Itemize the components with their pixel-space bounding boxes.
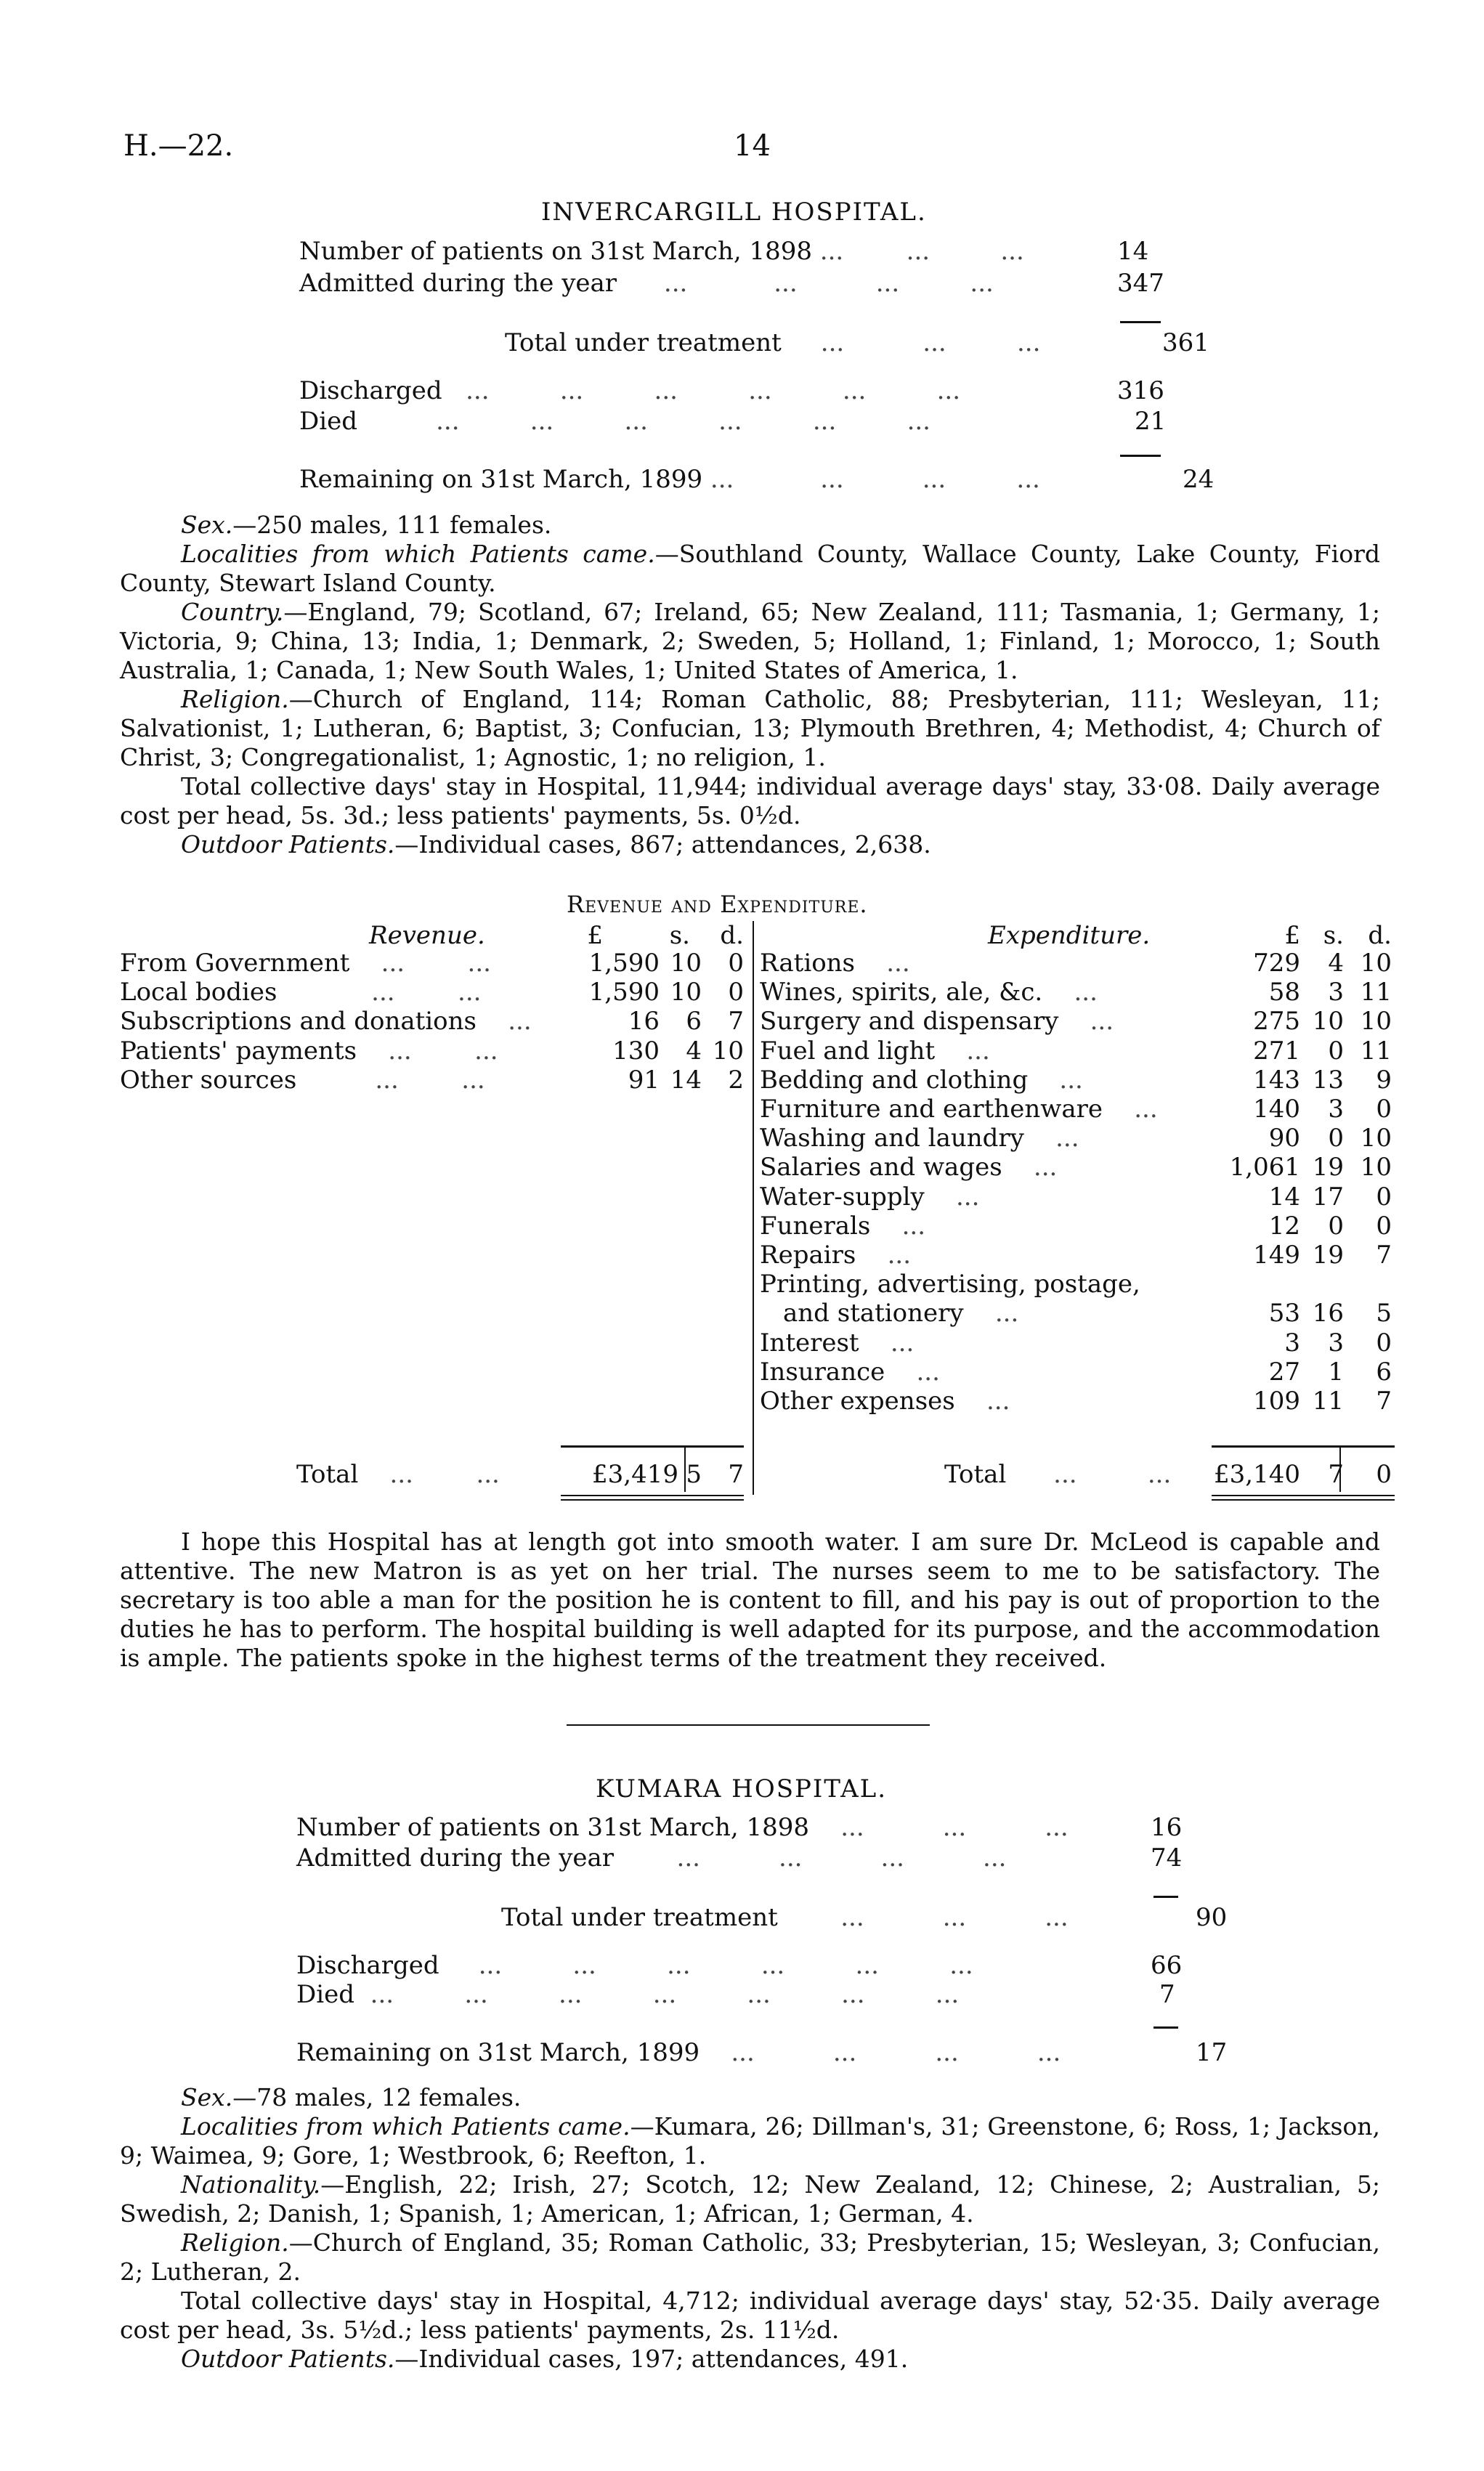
- comment-text: I hope this Hospital has at length got into smooth water. I am sure Dr. McLeod is capable and attentive. The new Matron is as yet on her trial. The nurses seem to me to be satisfactory. The secretary is too able a man for the position he is content to fill, and his pay is out of proportion to the duties he has to perform. The hospital building is well adapted for its purpose, and the accommodation is ample. The patients spoke in the highest terms of the treatment they received.: [120, 1527, 1380, 1672]
- stat-value: 16: [1151, 1813, 1183, 1842]
- section-divider: [567, 1724, 930, 1726]
- stat-label: Remaining on 31st March, 1899: [299, 465, 703, 494]
- revenue-row-label: Subscriptions and donations ...: [120, 1007, 532, 1036]
- stat-label: Discharged: [299, 376, 442, 405]
- revenue-pence: 0: [728, 949, 744, 978]
- invercargill-details: [120, 511, 1380, 859]
- expenditure-row-label: Washing and laundry ...: [760, 1124, 1079, 1153]
- expenditure-total-pence: 0: [1376, 1460, 1392, 1489]
- nationality-text: —English, 22; Irish, 27; Scotch, 12; New Zealand, 12; Chinese, 2; Australian, 5; Swedish, 2; Danish, 1; Spanish, 1; American, 1; African, 1; German, 4.: [120, 2170, 1380, 2228]
- revenue-total-label: Total ... ...: [296, 1460, 500, 1489]
- expenditure-pence: 0: [1376, 1328, 1392, 1358]
- expenditure-pounds: 143: [1253, 1065, 1300, 1095]
- expenditure-pounds: 109: [1253, 1387, 1300, 1416]
- expenditure-shillings: 4: [1328, 949, 1344, 978]
- localities-text: —Southland County, Wallace County, Lake County, Fiord County, Stewart Island County.: [120, 540, 1381, 597]
- page-reference: H.—22.: [123, 129, 234, 163]
- stat-value: 7: [1159, 1980, 1175, 2009]
- stat-label: Total under treatment: [501, 1903, 778, 1932]
- outdoor-label: Outdoor Patients.: [181, 2345, 395, 2373]
- stat-label: Admitted during the year: [296, 1843, 615, 1872]
- revenue-shillings: 10: [670, 949, 702, 978]
- expenditure-pounds: 275: [1253, 1007, 1300, 1036]
- revenue-pounds: 16: [628, 1007, 660, 1036]
- sex-label: Sex.: [181, 511, 233, 539]
- stat-label: Admitted during the year: [299, 269, 617, 298]
- stat-value: 14: [1117, 237, 1149, 266]
- stat-total: 90: [1196, 1903, 1228, 1932]
- revenue-pounds: 91: [628, 1065, 660, 1095]
- expenditure-shillings: 0: [1328, 1036, 1344, 1066]
- stat-value: 21: [1135, 407, 1167, 436]
- page-number: 14: [734, 129, 771, 163]
- religion-label: Religion.: [181, 685, 289, 713]
- stat-label: Died: [296, 1980, 355, 2009]
- revenue-pounds: 130: [612, 1036, 660, 1066]
- expenditure-shillings: 0: [1328, 1124, 1344, 1153]
- expenditure-shillings: 16: [1312, 1299, 1344, 1328]
- stat-value: 347: [1117, 269, 1164, 298]
- stat-value: 316: [1117, 376, 1164, 405]
- expenditure-total-pounds: £3,140: [1214, 1460, 1300, 1489]
- expenditure-row-label: Other expenses ...: [760, 1387, 1010, 1416]
- expenditure-pounds: 90: [1268, 1124, 1300, 1153]
- stat-remaining: 17: [1196, 2038, 1228, 2067]
- revenue-pence: 7: [728, 1007, 744, 1036]
- stat-value: 74: [1151, 1843, 1183, 1872]
- expenditure-shillings: 10: [1312, 1007, 1344, 1036]
- expenditure-pounds: 14: [1268, 1182, 1300, 1212]
- religion-text: —Church of England, 35; Roman Catholic, 33; Presbyterian, 15; Wesleyan, 3; Confucian, 2; Lutheran, 2.: [120, 2228, 1380, 2286]
- expenditure-head: Expenditure.: [988, 921, 1151, 950]
- stat-label: Number of patients on 31st March, 1898: [299, 237, 812, 266]
- stat-value: 66: [1151, 1951, 1183, 1980]
- expenditure-row-label: and stationery ...: [783, 1299, 1019, 1328]
- stat-label: Number of patients on 31st March, 1898: [296, 1813, 809, 1842]
- col-pounds: £: [1284, 921, 1300, 950]
- revenue-pence: 10: [712, 1036, 744, 1066]
- expenditure-pence: 6: [1376, 1357, 1392, 1387]
- stat-total: 361: [1162, 328, 1209, 357]
- localities-label: Localities from which Patients came.: [181, 540, 655, 568]
- expenditure-row-label: Printing, advertising, postage,: [760, 1270, 1140, 1299]
- localities-label: Localities from which Patients came.: [181, 2112, 631, 2141]
- expenditure-row-label: Salaries and wages ...: [760, 1153, 1058, 1182]
- expenditure-pounds: 149: [1253, 1241, 1300, 1270]
- expenditure-shillings: 19: [1312, 1153, 1344, 1182]
- revenue-row-label: Other sources ... ...: [120, 1065, 485, 1095]
- localities-text: —Kumara, 26; Dillman's, 31; Greenstone, 6; Ross, 1; Jackson, 9; Waimea, 9; Gore, 1; Westbrook, 6; Reefton, 1.: [120, 2112, 1380, 2170]
- revenue-pounds: 1,590: [588, 949, 660, 978]
- expenditure-pence: 5: [1376, 1299, 1392, 1328]
- revenue-pence: 0: [728, 978, 744, 1007]
- expenditure-row-label: Fuel and light ...: [760, 1036, 990, 1066]
- expenditure-pence: 9: [1376, 1065, 1392, 1095]
- expenditure-pence: 7: [1376, 1387, 1392, 1416]
- expenditure-row-label: Furniture and earthenware ...: [760, 1095, 1158, 1124]
- col-pence: d.: [1368, 921, 1392, 950]
- sex-text: —250 males, 111 females.: [232, 511, 552, 539]
- expenditure-row-label: Funerals ...: [760, 1211, 926, 1241]
- nationality-label: Nationality.: [181, 2170, 321, 2199]
- stat-remaining: 24: [1183, 465, 1215, 494]
- revenue-shillings: 6: [686, 1007, 702, 1036]
- expenditure-pence: 11: [1360, 1036, 1392, 1066]
- outdoor-text: —Individual cases, 197; attendances, 491.: [394, 2345, 909, 2373]
- expenditure-row-label: Rations ...: [760, 949, 910, 978]
- kumara-title: KUMARA HOSPITAL.: [596, 1774, 888, 1803]
- expenditure-total-label: Total ... ...: [944, 1460, 1172, 1489]
- expenditure-shillings: 13: [1312, 1065, 1344, 1095]
- expenditure-pounds: 729: [1253, 949, 1300, 978]
- revenue-shillings: 14: [670, 1065, 702, 1095]
- expenditure-pounds: 58: [1268, 978, 1300, 1007]
- revenue-row-label: Patients' payments ... ...: [120, 1036, 498, 1066]
- expenditure-pence: 0: [1376, 1095, 1392, 1124]
- expenditure-pence: 10: [1360, 1007, 1392, 1036]
- expenditure-shillings: 19: [1312, 1241, 1344, 1270]
- revenue-total-pence: 7: [728, 1460, 744, 1489]
- col-shillings: s.: [669, 921, 690, 950]
- expenditure-pence: 10: [1360, 1124, 1392, 1153]
- finance-heading: Revenue and Expenditure.: [567, 890, 868, 918]
- expenditure-row-label: Surgery and dispensary ...: [760, 1007, 1114, 1036]
- country-label: Country.: [181, 598, 284, 626]
- stat-label: Total under treatment: [505, 328, 782, 357]
- sex-label: Sex.: [181, 2083, 233, 2111]
- revenue-pounds: 1,590: [588, 978, 660, 1007]
- expenditure-total-shillings: 7: [1328, 1460, 1344, 1489]
- sex-text: —78 males, 12 females.: [232, 2083, 522, 2111]
- expenditure-shillings: 0: [1328, 1211, 1344, 1241]
- expenditure-shillings: 11: [1312, 1387, 1344, 1416]
- expenditure-row-label: Wines, spirits, ale, &c. ...: [760, 978, 1098, 1007]
- outdoor-label: Outdoor Patients.: [181, 830, 395, 859]
- expenditure-pence: 10: [1360, 949, 1392, 978]
- revenue-shillings: 10: [670, 978, 702, 1007]
- outdoor-text: —Individual cases, 867; attendances, 2,638.: [394, 830, 931, 859]
- expenditure-pounds: 53: [1268, 1299, 1300, 1328]
- col-pence: d.: [720, 921, 744, 950]
- country-text: —England, 79; Scotland, 67; Ireland, 65; New Zealand, 111; Tasmania, 1; Germany, 1; Victoria, 9; China, 13; India, 1; Denmark, 2; Sweden, 5; Holland, 1; Finland, 1; Morocco, 1; South Australia, 1; Canada, 1; New South Wales, 1; United States of America, 1.: [120, 598, 1380, 684]
- stat-label: Died: [299, 407, 358, 436]
- revenue-total-shillings: 5: [686, 1460, 702, 1489]
- expenditure-row-label: Bedding and clothing ...: [760, 1065, 1083, 1095]
- expenditure-shillings: 17: [1312, 1182, 1344, 1212]
- expenditure-pence: 10: [1360, 1153, 1392, 1182]
- col-pounds: £: [587, 921, 603, 950]
- expenditure-pence: 7: [1376, 1241, 1392, 1270]
- revenue-pence: 2: [728, 1065, 744, 1095]
- kumara-details: [120, 2083, 1380, 2374]
- religion-label: Religion.: [181, 2228, 289, 2257]
- expenditure-pounds: 1,061: [1229, 1153, 1300, 1182]
- expenditure-shillings: 3: [1328, 1095, 1344, 1124]
- expenditure-pounds: 3: [1284, 1328, 1300, 1358]
- revenue-shillings: 4: [686, 1036, 702, 1066]
- expenditure-pounds: 27: [1268, 1357, 1300, 1387]
- expenditure-pence: 0: [1376, 1211, 1392, 1241]
- expenditure-pounds: 12: [1268, 1211, 1300, 1241]
- expenditure-pence: 11: [1360, 978, 1392, 1007]
- religion-text: —Church of England, 114; Roman Catholic, 88; Presbyterian, 111; Wesleyan, 11; Salvationist, 1; Lutheran, 6; Baptist, 3; Confucian, 13; Plymouth Brethren, 4; Methodist, 4; Church of Christ, 3; Congregationalist, 1; Agnostic, 1; no religion, 1.: [120, 685, 1380, 771]
- revenue-total-pounds: £3,419: [592, 1460, 678, 1489]
- stat-label: Remaining on 31st March, 1899: [296, 2038, 700, 2067]
- expenditure-pounds: 140: [1253, 1095, 1300, 1124]
- revenue-row-label: From Government ... ...: [120, 949, 491, 978]
- expenditure-row-label: Repairs ...: [760, 1241, 911, 1270]
- invercargill-title: INVERCARGILL HOSPITAL.: [541, 198, 927, 227]
- expenditure-row-label: Insurance ...: [760, 1357, 940, 1387]
- expenditure-shillings: 3: [1328, 1328, 1344, 1358]
- revenue-row-label: Local bodies ... ...: [120, 978, 482, 1007]
- stat-label: Discharged: [296, 1951, 439, 1980]
- invercargill-comment: [120, 1527, 1380, 1673]
- expenditure-pence: 0: [1376, 1182, 1392, 1212]
- expenditure-shillings: 3: [1328, 978, 1344, 1007]
- revenue-head: Revenue.: [369, 921, 485, 950]
- col-shillings: s.: [1323, 921, 1344, 950]
- expenditure-shillings: 1: [1328, 1357, 1344, 1387]
- expenditure-pounds: 271: [1253, 1036, 1300, 1066]
- stay-text: Total collective days' stay in Hospital, 4,712; individual average days' stay, 52·35. Daily average cost per head, 3s. 5½d.; less patients' payments, 2s. 11½d.: [120, 2287, 1380, 2344]
- expenditure-row-label: Water-supply ...: [760, 1182, 980, 1212]
- expenditure-row-label: Interest ...: [760, 1328, 915, 1358]
- stay-text: Total collective days' stay in Hospital, 11,944; individual average days' stay, 33·08. Daily average cost per head, 5s. 3d.; less patients' payments, 5s. 0½d.: [120, 772, 1380, 829]
